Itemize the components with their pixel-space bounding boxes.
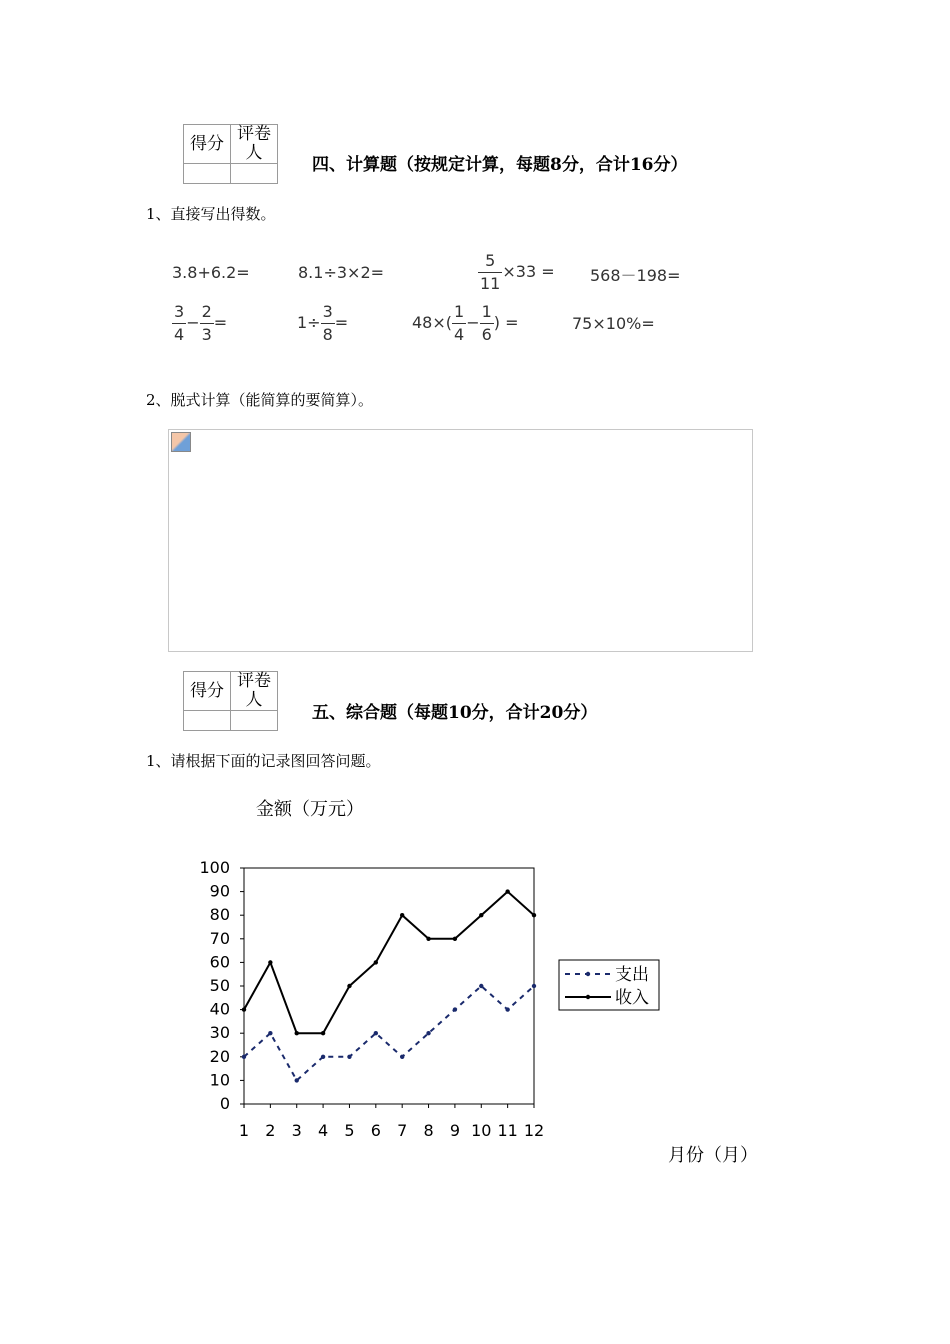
- denominator: 11: [480, 274, 501, 293]
- x-tick-label: 8: [423, 1121, 434, 1140]
- numerator: 1: [452, 302, 466, 324]
- y-tick-label: 70: [209, 928, 230, 948]
- equals: =: [213, 313, 228, 332]
- chart-title: 金额（万元）: [256, 799, 364, 820]
- denominator: 4: [454, 325, 465, 344]
- data-point: [400, 913, 404, 917]
- y-tick-label: 20: [209, 1046, 230, 1066]
- x-tick-label: 2: [265, 1121, 276, 1140]
- score-cell[interactable]: [184, 164, 231, 184]
- expr-5: [172, 302, 227, 345]
- y-tick-label: 100: [199, 858, 230, 877]
- legend-marker: [586, 995, 590, 999]
- x-tick-label: 10: [471, 1121, 492, 1140]
- x-tick-label: 11: [497, 1121, 518, 1140]
- expr-rest: ×33 =: [502, 262, 555, 281]
- score-cell[interactable]: [184, 711, 231, 731]
- numerator: 3: [321, 302, 335, 324]
- data-point: [505, 1007, 509, 1011]
- numerator: 1: [480, 302, 494, 324]
- operator: −: [466, 313, 480, 332]
- score-label: 得分: [184, 672, 231, 711]
- question-4-1: 1、直接写出得数。: [146, 205, 276, 223]
- y-tick-label: 80: [209, 905, 230, 925]
- legend-label: 收入: [615, 988, 649, 1008]
- plot-area: [199, 858, 659, 1140]
- numerator: 5: [478, 251, 502, 273]
- x-axis-label: 月份（月）: [668, 1145, 758, 1166]
- y-tick-label: 0: [219, 1094, 230, 1113]
- numerator: 2: [200, 302, 214, 324]
- grader-label: 评卷人: [231, 672, 278, 711]
- grader-cell[interactable]: [231, 711, 278, 731]
- data-point: [532, 984, 536, 988]
- x-tick-label: 12: [523, 1121, 545, 1140]
- x-tick-label: 6: [370, 1121, 381, 1140]
- section5-title: 五、综合题（每题10分，合计20分）: [312, 703, 598, 723]
- plot-frame: [244, 868, 534, 1104]
- section4-title: 四、计算题（按规定计算，每题8分，合计16分）: [312, 155, 688, 175]
- grader-cell[interactable]: [231, 164, 278, 184]
- numerator: 3: [172, 302, 186, 324]
- x-tick-label: 3: [291, 1121, 302, 1140]
- operator: −: [186, 313, 200, 332]
- question-5-1: 1、请根据下面的记录图回答问题。: [146, 752, 381, 770]
- expr-3: [478, 251, 555, 294]
- y-tick-label: 40: [209, 999, 230, 1019]
- line-chart: [0, 780, 950, 1180]
- expr-8: 75×10%=: [572, 314, 655, 333]
- expr-6: [297, 302, 348, 345]
- expr-2: 8.1÷3×2=: [298, 263, 385, 282]
- x-tick-label: 4: [317, 1121, 329, 1140]
- grader-label: 评卷人: [231, 125, 278, 164]
- denominator: 8: [322, 325, 333, 344]
- data-point: [532, 913, 536, 917]
- legend-marker: [586, 972, 590, 976]
- data-point: [505, 889, 509, 893]
- data-point: [268, 960, 272, 964]
- expr-prefix: 1÷: [297, 313, 321, 332]
- data-point: [242, 1007, 246, 1011]
- y-tick-label: 10: [209, 1070, 230, 1090]
- expr-prefix: 48×(: [412, 313, 453, 332]
- question-4-2: 2、脱式计算（能简算的要简算）。: [146, 391, 374, 409]
- score-label: 得分: [184, 125, 231, 164]
- equals: ) =: [493, 313, 519, 332]
- score-box-section5: [183, 671, 278, 731]
- data-point: [479, 984, 483, 988]
- legend-label: 支出: [615, 965, 649, 985]
- data-point: [347, 1055, 351, 1059]
- data-point: [453, 1007, 457, 1011]
- x-tick-label: 5: [344, 1121, 355, 1140]
- expr-4: 568－198=: [590, 266, 681, 285]
- denominator: 3: [201, 325, 212, 344]
- data-point: [426, 937, 430, 941]
- data-point: [295, 1078, 299, 1082]
- y-tick-label: 60: [209, 952, 230, 972]
- y-tick-label: 30: [209, 1023, 230, 1043]
- data-point: [426, 1031, 430, 1035]
- data-point: [400, 1055, 404, 1059]
- series-line-2: [244, 892, 534, 1034]
- data-point: [453, 937, 457, 941]
- expr-1: 3.8+6.2=: [172, 263, 250, 282]
- data-point: [321, 1031, 325, 1035]
- broken-image-icon: [171, 432, 191, 452]
- data-point: [242, 1055, 246, 1059]
- data-point: [479, 913, 483, 917]
- denominator: 6: [481, 325, 492, 344]
- data-point: [321, 1055, 325, 1059]
- answer-area[interactable]: [168, 429, 753, 652]
- denominator: 4: [174, 325, 185, 344]
- data-point: [347, 984, 351, 988]
- x-tick-label: 7: [397, 1121, 408, 1140]
- expr-7: [412, 302, 519, 345]
- y-tick-label: 90: [209, 881, 230, 901]
- series-line-1: [244, 986, 534, 1080]
- data-point: [295, 1031, 299, 1035]
- score-box-section4: [183, 124, 278, 184]
- y-tick-label: 50: [209, 976, 230, 995]
- x-tick-label: 9: [449, 1121, 461, 1140]
- data-point: [374, 960, 378, 964]
- data-point: [374, 1031, 378, 1035]
- equals: =: [334, 313, 349, 332]
- data-point: [268, 1031, 272, 1035]
- x-tick-label: 1: [238, 1121, 250, 1140]
